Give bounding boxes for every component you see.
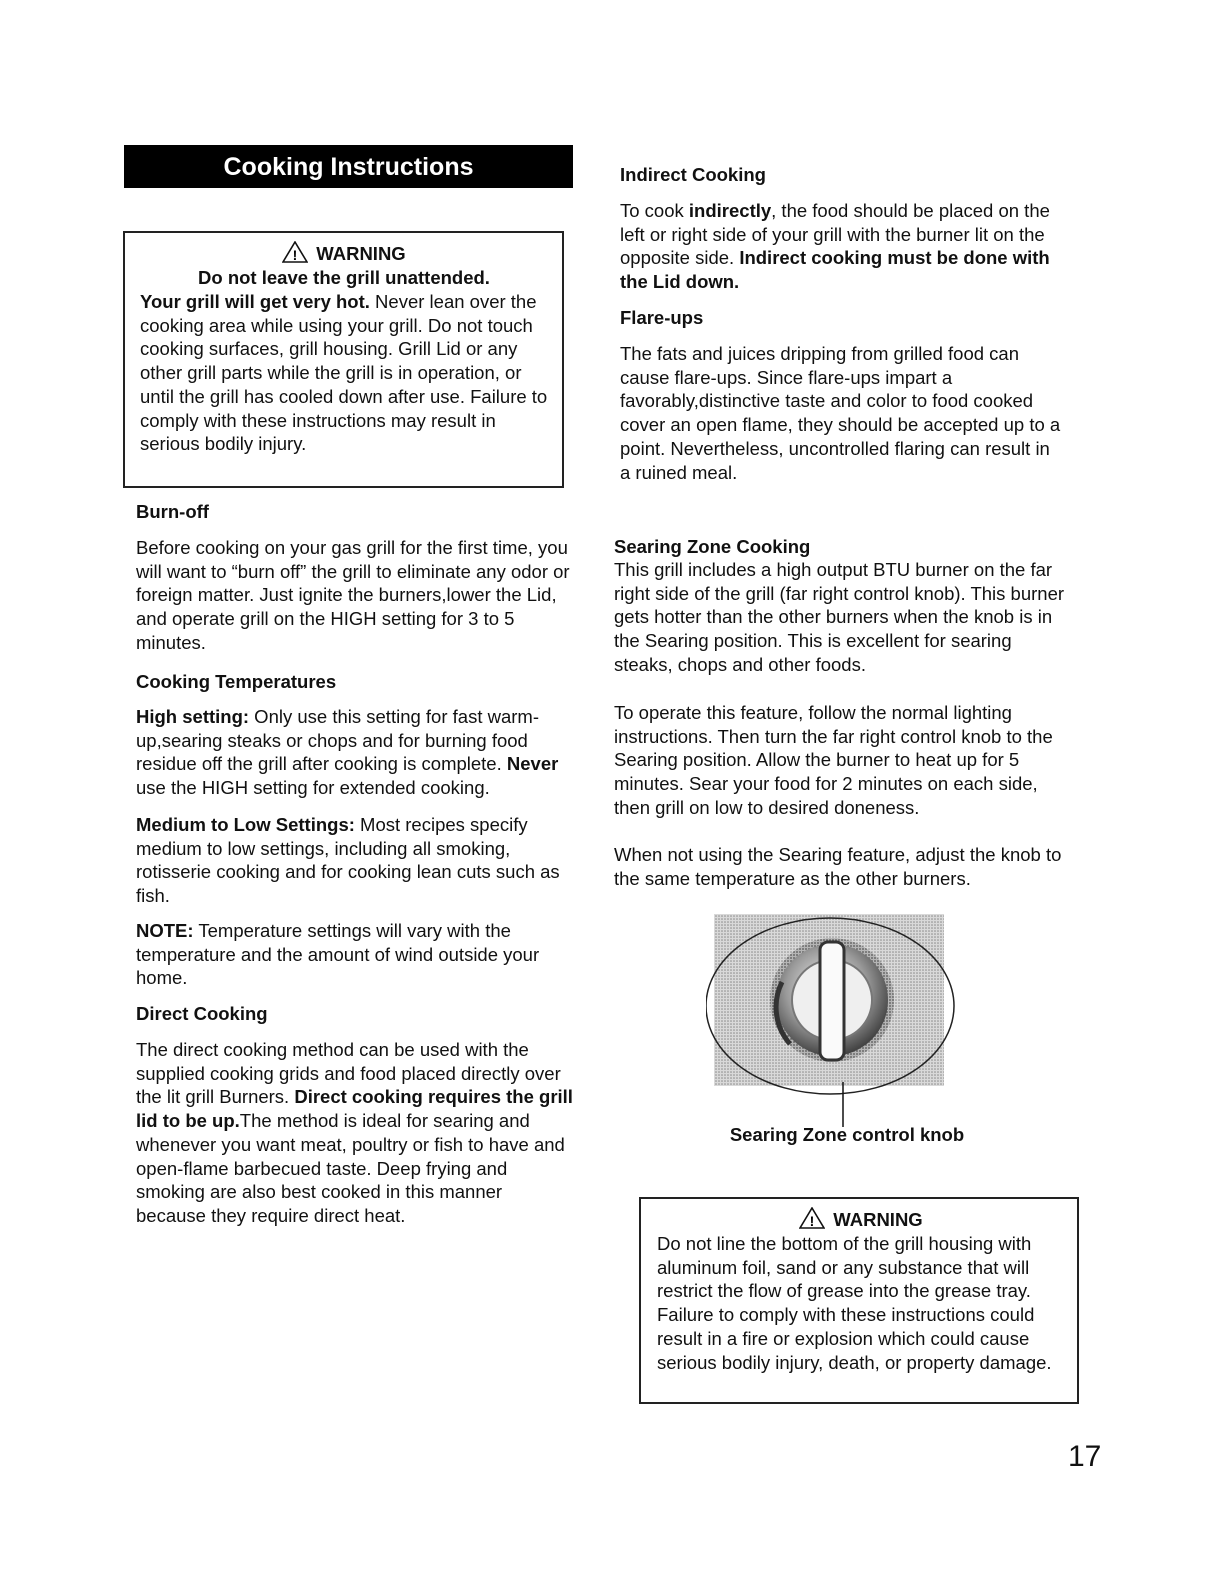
- indirect-bold-1: indirectly: [688, 200, 772, 221]
- direct-text-2: The method is ideal for searing and whenever you want meat, poultry or fish to have and open-flame barbecued taste. Deep frying and smoking are also best cooked in this manner because they require direct heat.: [136, 1110, 565, 1226]
- warning-subheading: Do not leave the grill unattended.: [198, 267, 490, 288]
- svg-text:!: !: [809, 1213, 815, 1229]
- high-setting-label: High setting:: [136, 706, 250, 727]
- warning-box-foil: [639, 1197, 1079, 1404]
- warning-triangle-icon: [799, 1207, 825, 1229]
- high-setting-paragraph: [136, 705, 576, 800]
- warning-heading: [140, 241, 548, 266]
- warning-triangle-icon: [282, 241, 308, 263]
- svg-text:!: !: [292, 247, 298, 263]
- searing-knob-image: [706, 912, 961, 1127]
- warning-bold-lead: Your grill will get very hot.: [140, 291, 370, 312]
- warning-body-text: Never lean over the cooking area while using your grill. Do not touch cooking surfaces, grill housing. Grill Lid or any other grill parts while the grill is in operation, or until the grill has cooled down after use. Failure to comply with these instructions may result in serious bodily injury.: [140, 291, 548, 455]
- searing-heading: Searing Zone Cooking: [614, 536, 811, 557]
- searing-para-2: To operate this feature, follow the normal lighting instructions. Then turn the far right control knob to the Searing position. Allow the burner to heat up for 5 minutes. Sear your food for 2 minutes on each side, then grill on low to desired doneness.: [614, 702, 1053, 818]
- direct-bold: Direct cooking requires the grill lid to be up.: [136, 1086, 573, 1132]
- direct-text-1: The direct cooking method can be used with the supplied cooking grids and food placed directly over the lit grill Burners.: [136, 1039, 561, 1108]
- indirect-heading: Indirect Cooking: [620, 164, 766, 185]
- warning-body: Do not line the bottom of the grill housing with aluminum foil, sand or any substance that will restrict the flow of grease into the grease tray. Failure to comply with these instructions could result in a fire or explosion which could cause serious bodily injury, death, or property damage.: [657, 1233, 1052, 1373]
- warning-heading: [657, 1207, 1065, 1232]
- page-title: Cooking Instructions: [124, 145, 573, 188]
- searing-para-1: This grill includes a high output BTU burner on the far right side of the grill (far right control knob). This burner gets hotter than the other burners when the knob is in the Searing position. This is excellent for searing steaks, chops and other foods.: [614, 559, 1065, 675]
- warning-heading-text: WARNING: [833, 1209, 923, 1230]
- medium-setting-paragraph: [136, 813, 576, 908]
- never-label: Never: [506, 753, 559, 775]
- warning-heading-text: WARNING: [316, 243, 406, 264]
- searing-para-3: When not using the Searing feature, adjust the knob to the same temperature as the other burners.: [614, 844, 1062, 889]
- medium-setting-text: Most recipes specify medium to low settings, including all smoking, rotisserie cooking and for cooking lean cuts such as fish.: [136, 814, 560, 907]
- warning-box-unattended: [123, 231, 564, 488]
- direct-text: [136, 1038, 576, 1228]
- note-text: Temperature settings will vary with the temperature and the amount of wind outside your home.: [136, 920, 540, 989]
- indirect-bold-2: Indirect cooking must be done with the Lid down.: [620, 247, 1050, 293]
- high-setting-text: Only use this setting for fast warm-up,searing steaks or chops and for burning food residue off the grill after cooking is complete.: [136, 706, 539, 775]
- burnoff-heading: Burn-off: [136, 501, 209, 522]
- warning-body: [140, 290, 548, 456]
- page-number: 17: [1068, 1440, 1102, 1473]
- direct-heading: Direct Cooking: [136, 1003, 268, 1024]
- medium-setting-label: Medium to Low Settings:: [136, 814, 355, 835]
- flareups-heading: Flare-ups: [620, 307, 704, 328]
- note-label: NOTE:: [136, 920, 194, 941]
- burnoff-text: Before cooking on your gas grill for the first time, you will want to “burn off” the grill to eliminate any odor or foreign matter. Just ignite the burners,lower the Lid, and operate grill on the HIGH setting for 3 to 5 minutes.: [136, 537, 570, 653]
- flareups-text: The fats and juices dripping from grilled food can cause flare-ups. Since flare-ups impart a favorably,distinctive taste and color to food cooked cover an open flame, they should be accepted up to a point. Nevertheless, uncontrolled flaring can result in a ruined meal.: [620, 343, 1061, 483]
- knob-caption: Searing Zone control knob: [729, 1124, 965, 1145]
- indirect-text: [620, 199, 1060, 294]
- temps-heading: Cooking Temperatures: [136, 671, 337, 692]
- indirect-text-1: To cook: [620, 200, 689, 221]
- indirect-text-2: , the food should be placed on the left or right side of your grill with the burner lit on the opposite side.: [620, 200, 1050, 269]
- note-paragraph: [136, 919, 576, 990]
- never-text: use the HIGH setting for extended cooking.: [136, 777, 490, 799]
- knob-illustration: [706, 912, 961, 1127]
